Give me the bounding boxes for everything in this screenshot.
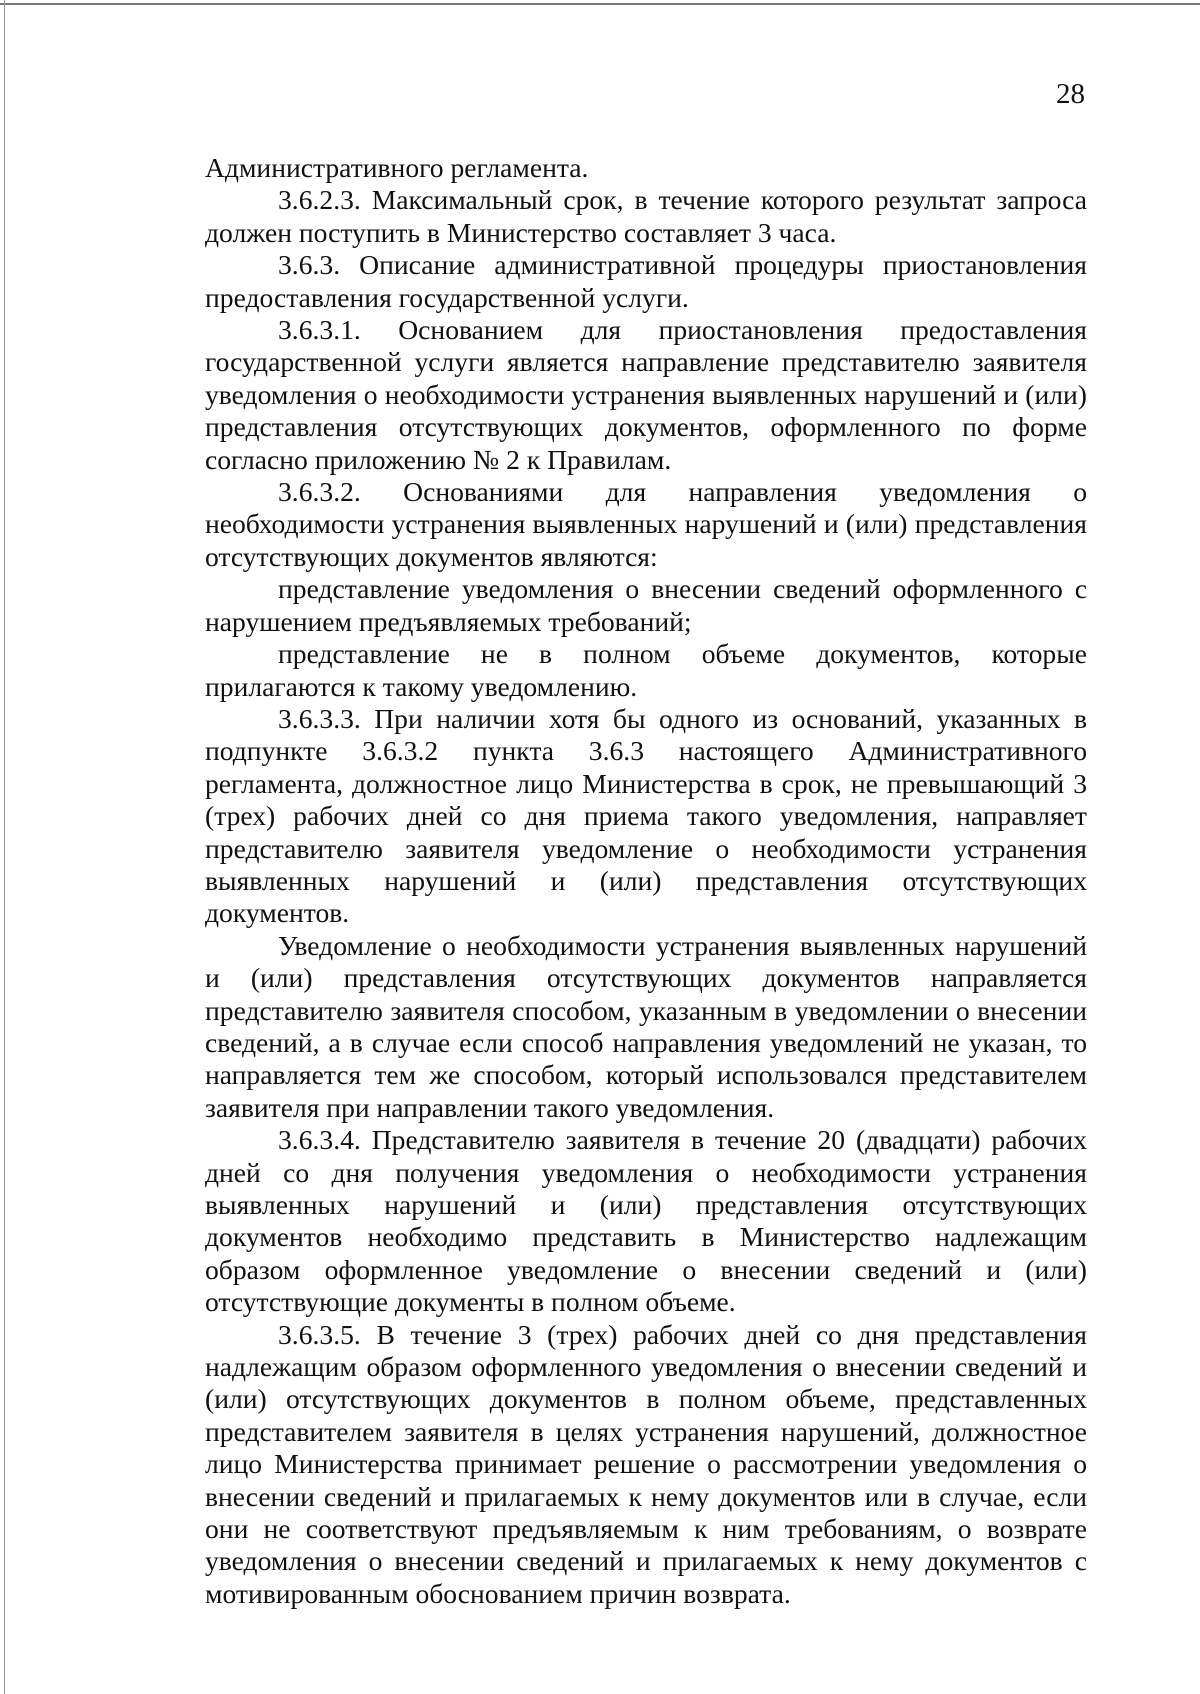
scan-top-edge [0,3,1200,5]
page-number: 28 [1056,78,1085,110]
paragraph-ground-2: представление не в полном объеме документов, которые прилагаются к такому уведомлению. [205,638,1087,702]
document-body [205,152,1087,1610]
paragraph-3-6-3-2: 3.6.3.2. Основаниями для направления уведомления о необходимости устранения выявленных нарушений и (или) представления отсутствующих документов являются: [205,476,1087,572]
paragraph-notification: Уведомление о необходимости устранения выявленных нарушений и (или) представления отсутствующих документов направляется представителю заявителя способом, указанным в уведомлении о внесении сведений, а в случае если способ направления уведомлений не указан, то направляется тем же способом, который использовался представителем заявителя при направлении такого уведомления. [205,929,1087,1123]
paragraph-3-6-3: 3.6.3. Описание административной процедуры приостановления предоставления государственной услуги. [205,249,1087,313]
paragraph-3-6-3-1: 3.6.3.1. Основанием для приостановления предоставления государственной услуги является направление представителю заявителя уведомления о необходимости устранения выявленных нарушений и (или) представления отсутствующих документов, оформленного по форме согласно приложению № 2 к Правилам. [205,314,1087,475]
paragraph-3-6-3-5: 3.6.3.5. В течение 3 (трех) рабочих дней со дня представления надлежащим образом оформленного уведомления о внесении сведений и (или) отсутствующих документов в полном объеме, представленных представителем заявителя в целях устранения нарушений, должностное лицо Министерства принимает решение о рассмотрении уведомления о внесении сведений и прилагаемых к нему документов или в случае, если они не соответствуют предъявляемым к ним требованиям, о возврате уведомления о внесении сведений и прилагаемых к нему документов с мотивированным обоснованием причин возврата. [205,1318,1087,1609]
paragraph-3-6-3-4: 3.6.3.4. Представителю заявителя в течение 20 (двадцати) рабочих дней со дня получения уведомления о необходимости устранения выявленных нарушений и (или) представления отсутствующих документов необходимо представить в Министерство надлежащим образом оформленное уведомление о внесении сведений и (или) отсутствующие документы в полном объеме. [205,1124,1087,1318]
paragraph-ground-1: представление уведомления о внесении сведений оформленного с нарушением предъявляемых требований; [205,573,1087,637]
paragraph-3-6-3-3: 3.6.3.3. При наличии хотя бы одного из оснований, указанных в подпункте 3.6.3.2 пункта 3.6.3 настоящего Административного регламента, должностное лицо Министерства в срок, не превышающий 3 (трех) рабочих дней со дня приема такого уведомления, направляет представителю заявителя уведомление о необходимости устранения выявленных нарушений и (или) представления отсутствующих документов. [205,702,1087,929]
scan-left-edge [4,0,5,1694]
paragraph-3-6-2-3: 3.6.2.3. Максимальный срок, в течение которого результат запроса должен поступить в Министерство составляет 3 часа. [205,184,1087,248]
paragraph-continuation: Административного регламента. [205,152,589,183]
